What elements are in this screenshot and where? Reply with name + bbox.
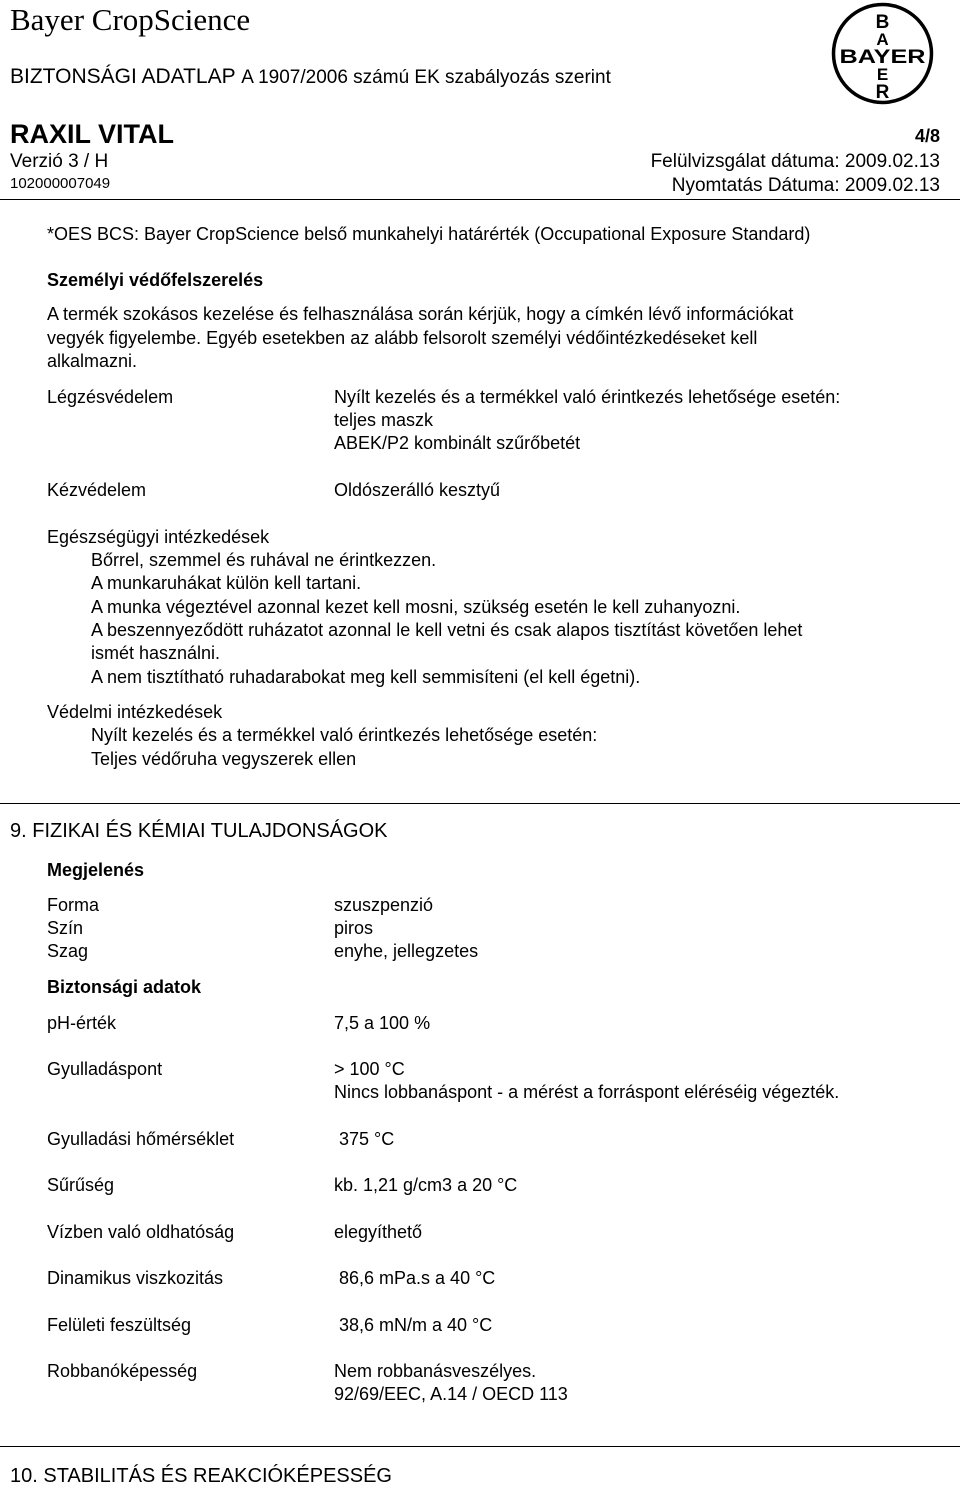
respiratory-text: teljes maszk	[334, 410, 434, 430]
page-number: 4/8	[914, 126, 940, 146]
header-divider	[0, 199, 960, 200]
flash-point-note: Nincs lobbanáspont - a mérést a forráspont eléréséig végezték.	[334, 1082, 840, 1102]
hygiene-line: A munkaruhákat külön kell tartani.	[91, 573, 362, 593]
hygiene-line: ismét használni.	[91, 643, 221, 663]
protective-label: Védelmi intézkedések	[47, 702, 223, 722]
density-value: kb. 1,21 g/cm3 a 20 °C	[334, 1175, 518, 1195]
respiratory-text: ABEK/P2 kombinált szűrőbetét	[334, 433, 581, 453]
product-name: RAXIL VITAL	[10, 119, 175, 149]
protective-line: Teljes védőruha vegyszerek ellen	[91, 749, 357, 769]
logo-letter-b: B	[875, 12, 890, 33]
odor-value: enyhe, jellegzetes	[334, 941, 479, 961]
density-label: Sűrűség	[47, 1175, 115, 1195]
version: Verzió 3 / H	[10, 151, 109, 172]
viscosity-label: Dinamikus viszkozitás	[47, 1268, 224, 1288]
print-date: Nyomtatás Dátuma: 2009.02.13	[671, 175, 940, 196]
logo-letter-e: E	[876, 65, 889, 84]
explosive-label: Robbanóképesség	[47, 1361, 198, 1381]
protective-line: Nyílt kezelés és a termékkel való érintkezés lehetősége esetén:	[91, 725, 598, 745]
hand-text: Oldószerálló kesztyű	[334, 480, 501, 500]
ppe-intro-line: alkalmazni.	[47, 351, 138, 371]
logo-letter-r: R	[875, 82, 890, 103]
ignition-temp-label: Gyulladási hőmérséklet	[47, 1129, 235, 1149]
section9-title: 9. FIZIKAI ÉS KÉMIAI TULAJDONSÁGOK	[10, 820, 388, 842]
solubility-label: Vízben való oldhatóság	[47, 1222, 235, 1242]
ppe-intro-line: A termék szokásos kezelése és felhasználása során kérjük, hogy a címkén lévő információkat	[47, 304, 794, 324]
explosive-value: Nem robbanásveszélyes.	[334, 1361, 537, 1381]
odor-label: Szag	[47, 941, 89, 961]
flash-point-value: > 100 °C	[334, 1059, 405, 1079]
form-value: szuszpenzió	[334, 895, 434, 915]
flash-point-label: Gyulladáspont	[47, 1059, 163, 1079]
section9-divider	[0, 803, 960, 804]
document-title-main: BIZTONSÁGI ADATLAP	[10, 65, 236, 88]
oes-note: *OES BCS: Bayer CropScience belső munkahelyi határérték (Occupational Exposure Standard)	[47, 224, 811, 244]
company-name: Bayer CropScience	[10, 2, 251, 37]
bayer-logo	[830, 1, 935, 106]
section10-divider	[0, 1446, 960, 1447]
revision-date: Felülvizsgálat dátuma: 2009.02.13	[650, 151, 940, 172]
logo-letter-a: A	[876, 30, 889, 49]
section10-title: 10. STABILITÁS ÉS REAKCIÓKÉPESSÉG	[10, 1465, 392, 1487]
ph-value: 7,5 a 100 %	[334, 1013, 431, 1033]
hygiene-line: A beszennyeződött ruházatot azonnal le kell vetni és csak alapos tisztítást követően lehet	[91, 620, 803, 640]
document-title-sub: A 1907/2006 számú EK szabályozás szerint	[241, 67, 611, 88]
appearance-heading: Megjelenés	[47, 860, 145, 880]
form-label: Forma	[47, 895, 100, 915]
hygiene-line: A munka végeztével azonnal kezet kell mosni, szükség esetén le kell zuhanyozni.	[91, 597, 741, 617]
color-label: Szín	[47, 918, 84, 938]
surface-tension-label: Felületi feszültség	[47, 1315, 192, 1335]
color-value: piros	[334, 918, 374, 938]
viscosity-value: 86,6 mPa.s a 40 °C	[339, 1268, 496, 1288]
ignition-temp-value: 375 °C	[339, 1129, 395, 1149]
surface-tension-value: 38,6 mN/m a 40 °C	[339, 1315, 493, 1335]
hygiene-line: Bőrrel, szemmel és ruhával ne érintkezzen.	[91, 550, 437, 570]
ppe-intro-line: vegyék figyelembe. Egyéb esetekben az alább felsorolt személyi védőintézkedéseket kell	[47, 328, 758, 348]
respiratory-text: Nyílt kezelés és a termékkel való érintkezés lehetősége esetén:	[334, 387, 841, 407]
logo-word-bayer: BAYER	[839, 47, 926, 68]
ph-label: pH-érték	[47, 1013, 117, 1033]
document-number: 102000007049	[10, 175, 111, 192]
solubility-value: elegyíthető	[334, 1222, 423, 1242]
hygiene-label: Egészségügyi intézkedések	[47, 527, 270, 547]
explosive-reference: 92/69/EEC, A.14 / OECD 113	[334, 1384, 568, 1404]
ppe-heading: Személyi védőfelszerelés	[47, 270, 264, 290]
respiratory-label: Légzésvédelem	[47, 387, 174, 407]
document-title	[10, 65, 611, 89]
hygiene-line: A nem tisztítható ruhadarabokat meg kell semmisíteni (el kell égetni).	[91, 667, 641, 687]
safety-heading: Biztonsági adatok	[47, 977, 202, 997]
hand-label: Kézvédelem	[47, 480, 147, 500]
